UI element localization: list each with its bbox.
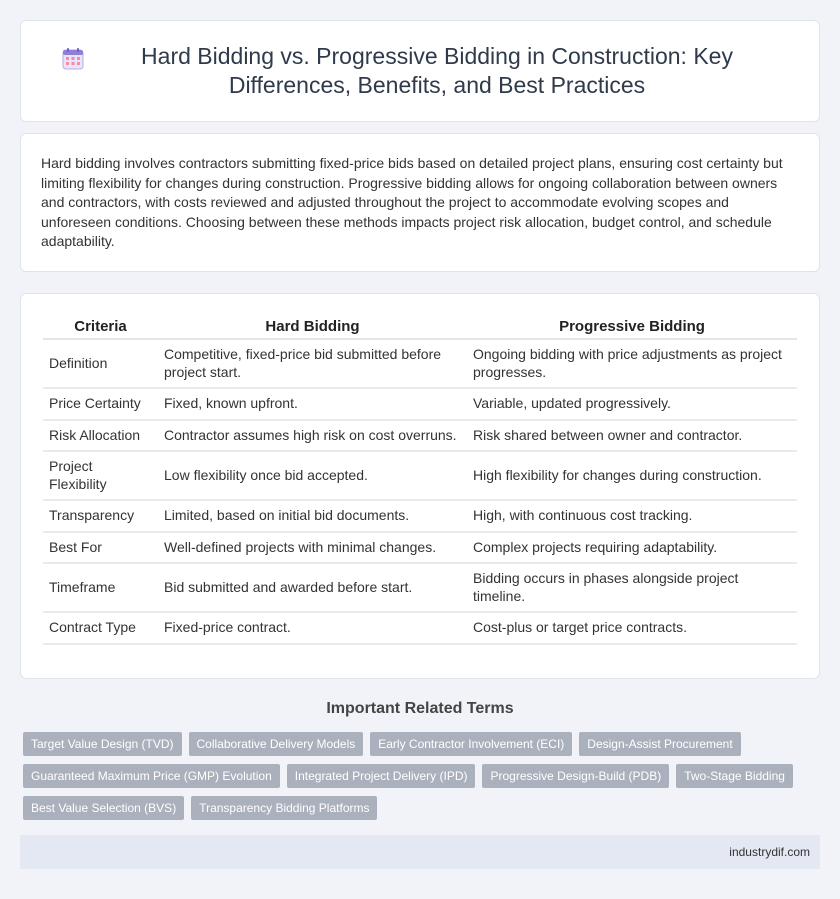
related-term-tag[interactable]: Transparency Bidding Platforms bbox=[191, 796, 377, 820]
table-row bbox=[43, 612, 797, 644]
table-row bbox=[43, 339, 797, 388]
table-cell: Definition bbox=[43, 339, 158, 388]
comparison-table bbox=[43, 314, 797, 645]
related-term-tag[interactable]: Design-Assist Procurement bbox=[579, 732, 740, 756]
related-term-tag[interactable]: Integrated Project Delivery (IPD) bbox=[287, 764, 476, 788]
table-cell: Transparency bbox=[43, 500, 158, 532]
title-card bbox=[20, 20, 820, 122]
table-cell: Bidding occurs in phases alongside project timeline. bbox=[467, 563, 797, 612]
table-cell: High, with continuous cost tracking. bbox=[467, 500, 797, 532]
table-cell: Bid submitted and awarded before start. bbox=[158, 563, 467, 612]
table-header-row bbox=[43, 314, 797, 339]
intro-card bbox=[20, 133, 820, 272]
table-cell: High flexibility for changes during construction. bbox=[467, 451, 797, 500]
header-progressive-bidding: Progressive Bidding bbox=[467, 314, 797, 339]
table-cell: Fixed, known upfront. bbox=[158, 388, 467, 420]
table-cell: Contractor assumes high risk on cost overruns. bbox=[158, 420, 467, 452]
table-row bbox=[43, 420, 797, 452]
related-terms-list bbox=[23, 732, 813, 820]
related-term-tag[interactable]: Collaborative Delivery Models bbox=[189, 732, 364, 756]
related-term-tag[interactable]: Two-Stage Bidding bbox=[676, 764, 793, 788]
page-title: Hard Bidding vs. Progressive Bidding in Construction: Key Differences, Benefits, and Best Practices bbox=[141, 43, 733, 98]
header-hard-bidding: Hard Bidding bbox=[158, 314, 467, 339]
table-row bbox=[43, 451, 797, 500]
table-cell: Contract Type bbox=[43, 612, 158, 644]
table-cell: Well-defined projects with minimal changes. bbox=[158, 532, 467, 564]
table-cell: Risk shared between owner and contractor. bbox=[467, 420, 797, 452]
table-cell: Project Flexibility bbox=[43, 451, 158, 500]
table-cell: Best For bbox=[43, 532, 158, 564]
related-term-tag[interactable]: Target Value Design (TVD) bbox=[23, 732, 182, 756]
table-cell: Competitive, fixed-price bid submitted before project start. bbox=[158, 339, 467, 388]
table-row bbox=[43, 500, 797, 532]
header-criteria: Criteria bbox=[43, 314, 158, 339]
table-cell: Limited, based on initial bid documents. bbox=[158, 500, 467, 532]
calendar-icon bbox=[61, 47, 85, 71]
table-cell: Fixed-price contract. bbox=[158, 612, 467, 644]
footer bbox=[20, 835, 820, 869]
footer-site-link[interactable]: industrydif.com bbox=[729, 845, 810, 859]
table-cell: Low flexibility once bid accepted. bbox=[158, 451, 467, 500]
table-cell: Cost-plus or target price contracts. bbox=[467, 612, 797, 644]
table-row bbox=[43, 532, 797, 564]
title-row bbox=[21, 42, 819, 100]
related-term-tag[interactable]: Early Contractor Involvement (ECI) bbox=[370, 732, 572, 756]
related-terms-title: Important Related Terms bbox=[326, 700, 514, 717]
table-row bbox=[43, 563, 797, 612]
table-cell: Variable, updated progressively. bbox=[467, 388, 797, 420]
intro-text: Hard bidding involves contractors submitting fixed-price bids based on detailed project plans, ensuring cost certainty but limiting flexibility for changes during construction. Progressive bidding allows for ongoing collaboration between owners and contractors, with costs reviewed and adjusted throughout the project to accommodate evolving scopes and unforeseen conditions. Choosing between these methods impacts project risk allocation, budget control, and schedule adaptability. bbox=[41, 155, 783, 249]
table-row bbox=[43, 388, 797, 420]
table-cell: Risk Allocation bbox=[43, 420, 158, 452]
table-cell: Timeframe bbox=[43, 563, 158, 612]
table-cell: Ongoing bidding with price adjustments as project progresses. bbox=[467, 339, 797, 388]
related-term-tag[interactable]: Progressive Design-Build (PDB) bbox=[482, 764, 669, 788]
table-cell: Price Certainty bbox=[43, 388, 158, 420]
comparison-table-card bbox=[20, 293, 820, 679]
table-cell: Complex projects requiring adaptability. bbox=[467, 532, 797, 564]
related-term-tag[interactable]: Guaranteed Maximum Price (GMP) Evolution bbox=[23, 764, 280, 788]
related-term-tag[interactable]: Best Value Selection (BVS) bbox=[23, 796, 184, 820]
